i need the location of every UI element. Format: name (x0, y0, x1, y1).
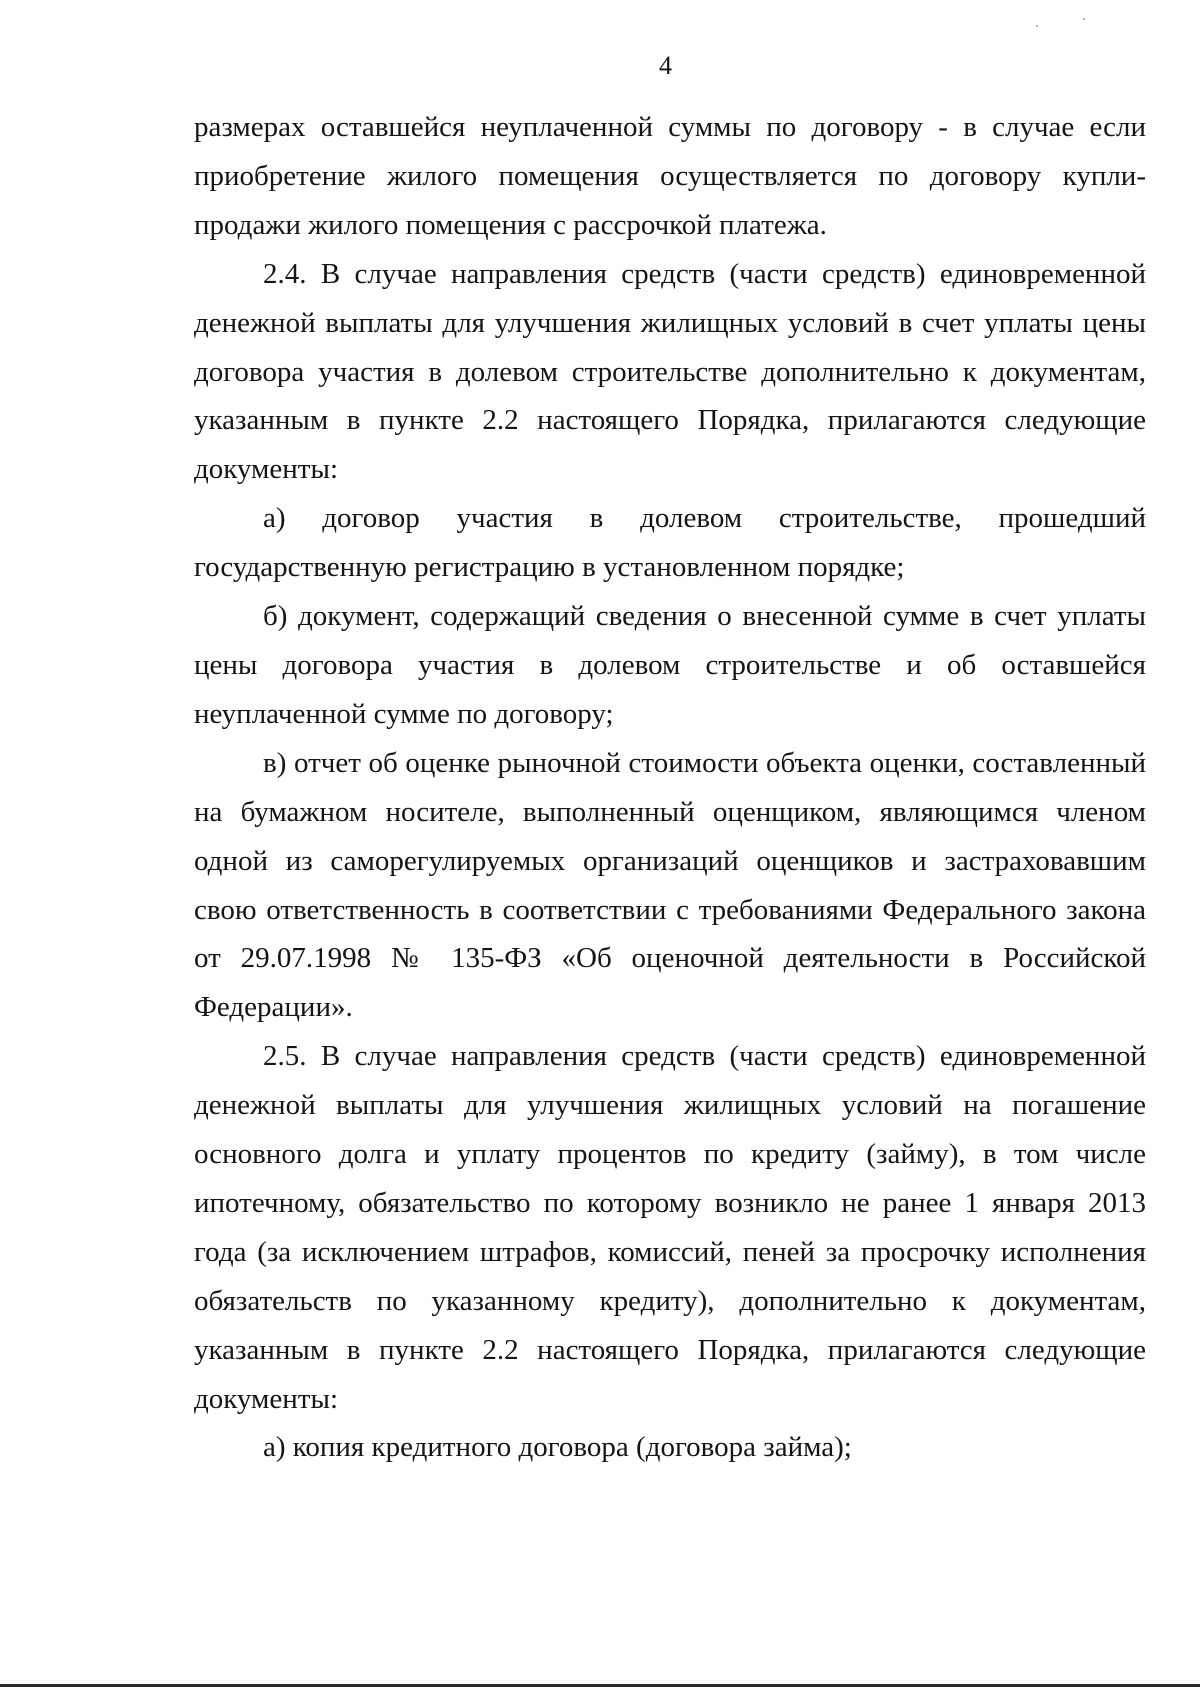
paragraph-2-4-v: в) отчет об оценке рыночной стоимости объекта оценки, составленный на бумажном носителе, выполненный оценщиком, являющимся членом одной из саморегулируемых организаций оценщиков и застраховавшим свою ответственность в соответствии с требованиями Федерального закона от 29.07.1998 № 135-ФЗ «Об оценочной деятельности в Российской Федерации». (194, 746, 1146, 1024)
scan-speck (1083, 18, 1085, 20)
paragraph-2-4-b: б) документ, содержащий сведения о внесенной сумме в счет уплаты цены договора участия в долевом строительстве и об оставшейся неуплаченной сумме по договору; (194, 600, 1146, 730)
paragraph-2-5: 2.5. В случае направления средств (части средств) единовременной денежной выплаты для улучшения жилищных условий на погашение основного долга и уплату процентов по кредиту (займу), в том числе ипотечному, обязательство по которому возникло не ранее 1 января 2013 года (за исключением штрафов, комиссий, пеней за просрочку исполнения обязательств по указанному кредиту), дополнительно к документам, указанным в пункте 2.2 настоящего Порядка, прилагаются следующие документы: (194, 1040, 1146, 1415)
page-number: 4 (659, 51, 672, 80)
scan-speck (1036, 25, 1038, 27)
scan-edge-line (0, 1684, 1200, 1687)
document-body (194, 103, 1146, 1472)
paragraph-2-5-a: а) копия кредитного договора (договора займа); (263, 1431, 852, 1464)
paragraph-2-4: 2.4. В случае направления средств (части средств) единовременной денежной выплаты для улучшения жилищных условий в счет уплаты цены договора участия в долевом строительстве дополнительно к документам, указанным в пункте 2.2 настоящего Порядка, прилагаются следующие документы: (194, 257, 1146, 486)
paragraph-2-4-a: а) договор участия в долевом строительстве, прошедший государственную регистрацию в установленном порядке; (194, 502, 1146, 584)
paragraph-continuation: размерах оставшейся неуплаченной суммы по договору - в случае если приобретение жилого помещения осуществляется по договору купли-продажи жилого помещения с рассрочкой платежа. (194, 111, 1146, 241)
